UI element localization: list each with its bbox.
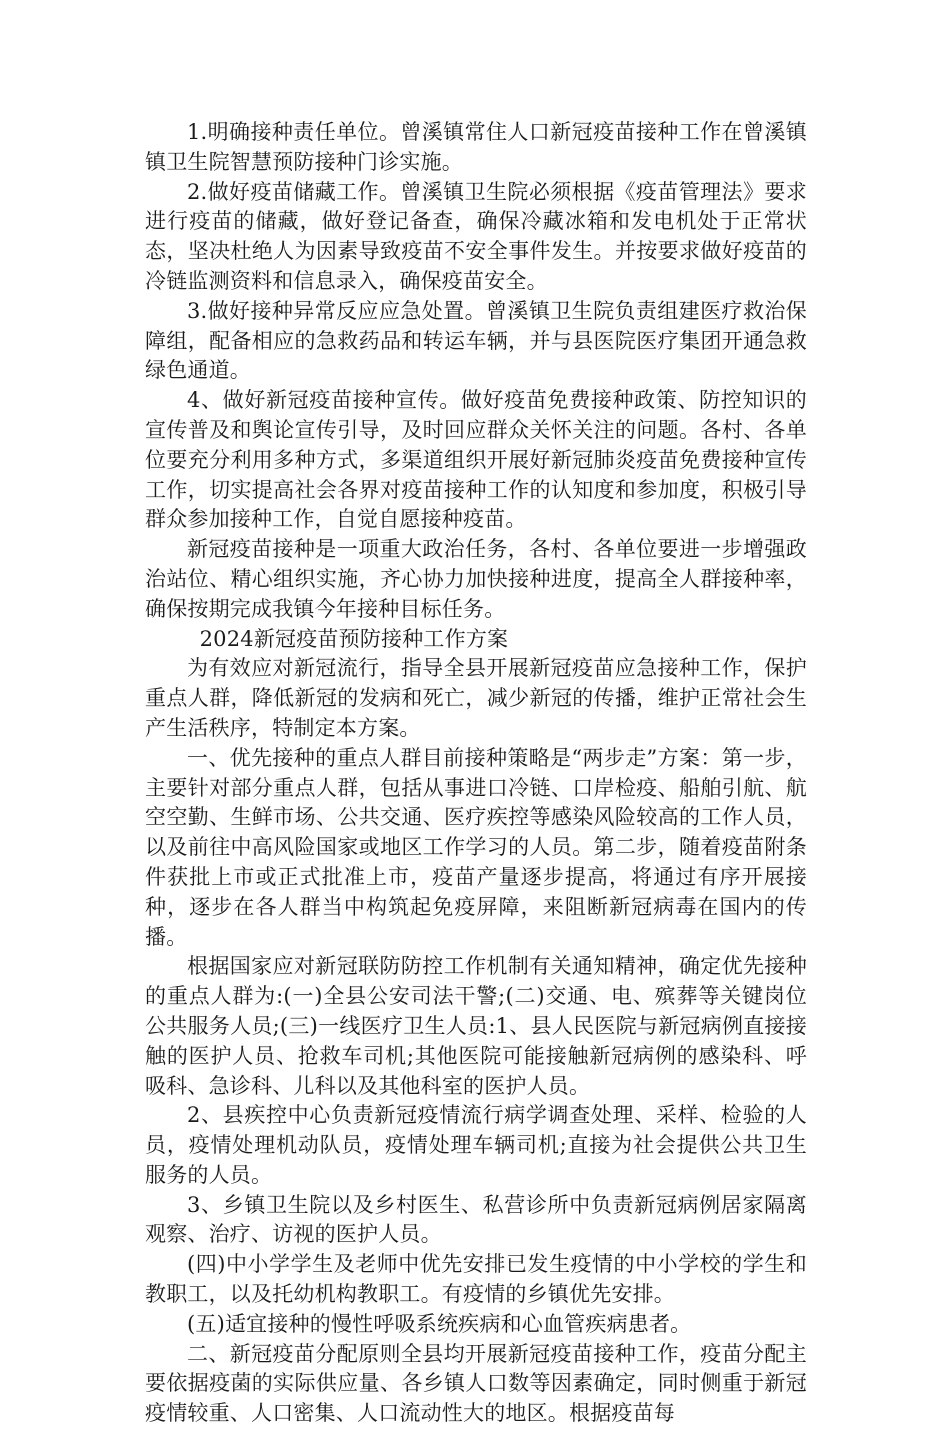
- document-body: [145, 118, 807, 1429]
- paragraph-closing: 新冠疫苗接种是一项重大政治任务，各村、各单位要进一步增强政治站位、精心组织实施，齐心协力加快接种进度，提高全人群接种率，确保按期完成我镇今年接种目标任务。: [145, 537, 807, 621]
- paragraph-allocation: 二、新冠疫苗分配原则全县均开展新冠疫苗接种工作，疫苗分配主要依据疫菌的实际供应量、各乡镇人口数等因素确定，同时侧重于新冠疫情较重、人口密集、人口流动性大的地区。根据疫苗每: [145, 1341, 807, 1426]
- paragraph-item-3: 3.做好接种异常反应应急处置。曾溪镇卫生院负责组建医疗救治保障组，配备相应的急救药品和转运车辆，并与县医院医疗集团开通急救绿色通道。: [145, 298, 807, 383]
- paragraph-township-staff: 3、乡镇卫生院以及乡村医生、私营诊所中负责新冠病例居家隔离观察、治疗、访视的医护人员。: [145, 1192, 807, 1247]
- paragraph-item-4: 4、做好新冠疫苗接种宣传。做好疫苗免费接种政策、防控知识的宣传普及和舆论宣传引导，及时回应群众关怀关注的问题。各村、各单位要充分利用多种方式，多渠道组织开展好新冠肺炎疫苗免费接种宣传工作，切实提高社会各界对疫苗接种工作的认知度和参加度，积极引导群众参加接种工作，自觉自愿接种疫苗。: [145, 388, 807, 532]
- paragraph-item-1: 1.明确接种责任单位。曾溪镇常住人口新冠疫苗接种工作在曾溪镇镇卫生院智慧预防接种门诊实施。: [145, 120, 807, 174]
- paragraph-cdc-staff: 2、县疾控中心负责新冠疫情流行病学调查处理、采样、检验的人员，疫情处理机动队员，疫情处理车辆司机;直接为社会提供公共卫生服务的人员。: [145, 1103, 807, 1187]
- paragraph-intro: 为有效应对新冠流行，指导全县开展新冠疫苗应急接种工作，保护重点人群，降低新冠的发病和死亡，减少新冠的传播，维护正常社会生产生活秩序，特制定本方案。: [145, 656, 807, 740]
- section-title: 2024新冠疫苗预防接种工作方案: [199, 626, 509, 651]
- paragraph-key-populations: 根据国家应对新冠联防防控工作机制有关通知精神，确定优先接种的重点人群为:(一)全县公安司法干警;(二)交通、电、殡葬等关键岗位公共服务人员;(三)一线医疗卫生人员:1、县人民医院与新冠病例直接接触的医护人员、抢救车司机;其他医院可能接触新冠病例的感染科、呼吸科、急诊科、儿科以及其他科室的医护人员。: [145, 954, 807, 1098]
- paragraph-item-2: 2.做好疫苗储藏工作。曾溪镇卫生院必须根据《疫苗管理法》要求进行疫苗的储藏，做好登记备查，确保冷藏冰箱和发电机处于正常状态，坚决杜绝人为因素导致疫苗不安全事件发生。并按要求做好疫苗的冷链监测资料和信息录入，确保疫苗安全。: [145, 179, 807, 293]
- paragraph-schools: (四)中小学学生及老师中优先安排已发生疫情的中小学校的学生和教职工，以及托幼机构教职工。有疫情的乡镇优先安排。: [145, 1252, 807, 1307]
- paragraph-priority-groups: 一、优先接种的重点人群目前接种策略是“两步走”方案：第一步，主要针对部分重点人群，包括从事进口冷链、口岸检疫、船舶引航、航空空勤、生鲜市场、公共交通、医疗疾控等感染风险较高的工作人员，以及前往中高风险国家或地区工作学习的人员。第二步，随着疫苗附条件获批上市或正式批准上市，疫苗产量逐步提高，将通过有序开展接种，逐步在各人群当中构筑起免疫屏障，来阻断新冠病毒在国内的传播。: [145, 745, 807, 949]
- paragraph-chronic-patients: (五)适宜接种的慢性呼吸系统疾病和心血管疾病患者。: [187, 1311, 692, 1336]
